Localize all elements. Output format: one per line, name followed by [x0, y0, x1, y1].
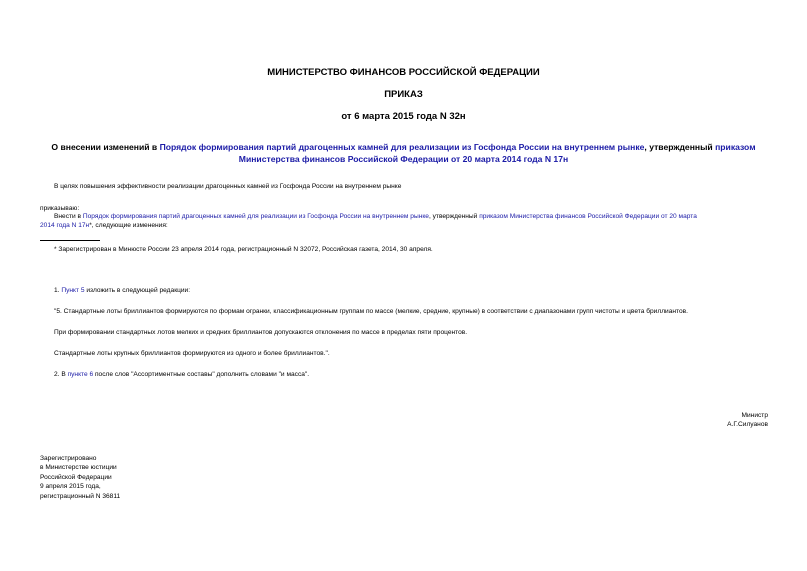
- amend-text-1: Внести в: [54, 213, 83, 220]
- registration-line: Зарегистрировано: [40, 455, 97, 462]
- registration-line: 9 апреля 2015 года,: [40, 483, 101, 491]
- item-1-link-point5[interactable]: Пункт 5: [61, 287, 85, 294]
- registration-block: [40, 454, 120, 501]
- item-2-link-point6[interactable]: пункте 6: [67, 371, 94, 378]
- item-2: [54, 371, 309, 380]
- item-1-text: изложить в следующей редакции:: [84, 287, 191, 294]
- footnote-divider: [40, 240, 100, 241]
- amend-link-order[interactable]: приказом Министерства финансов Российской Федерации от 20 марта: [479, 213, 697, 220]
- subject-text-2: , утвержденный: [644, 142, 716, 152]
- signature-title: Министр: [741, 412, 768, 419]
- doc-date-number: от 6 марта 2015 года N 32н: [341, 111, 466, 122]
- amend-text-2: , утвержденный: [428, 213, 480, 220]
- signature-block: [727, 412, 768, 429]
- subject-link-order[interactable]: приказом: [715, 142, 756, 152]
- ministry-title: МИНИСТЕРСТВО ФИНАНСОВ РОССИЙСКОЙ ФЕДЕРАЦИИ: [267, 67, 540, 78]
- amendment-paragraph: [40, 213, 775, 230]
- registration-line: Российской Федерации: [40, 473, 112, 481]
- doc-type: ПРИКАЗ: [384, 89, 423, 100]
- orders-line: приказываю:: [40, 205, 80, 212]
- amend-text-3: *, следующие изменения:: [89, 221, 168, 229]
- quote-paragraph-2: При формировании стандартных лотов мелких и средних бриллиантов допускаются отклонения по массе в пределах пяти процентов.: [54, 329, 468, 336]
- item-1-number: 1.: [54, 287, 62, 294]
- quote-paragraph-3: Стандартные лоты крупных бриллиантов формируются из одного и более бриллиантов.".: [54, 350, 330, 357]
- registration-line: в Министерстве юстиции: [40, 464, 117, 472]
- item-2-number: 2. В: [54, 371, 68, 378]
- intro-paragraph: В целях повышения эффективности реализации драгоценных камней из Госфонда России на внутреннем рынке: [54, 183, 402, 190]
- registration-line: регистрационный N 36811: [40, 492, 121, 500]
- subject-link-procedure[interactable]: Порядок формирования партий драгоценных камней для реализации из Госфонда России на внутреннем рынке: [159, 142, 645, 152]
- subject-text-1: О внесении изменений в: [51, 142, 160, 152]
- subject-link-order-details[interactable]: Министерства финансов Российской Федерации от 20 марта 2014 года N 17н: [238, 153, 569, 164]
- signature-name: А.Г.Силуанов: [727, 420, 768, 428]
- footnote: * Зарегистрирован в Минюсте России 23 апреля 2014 года, регистрационный N 32072, Российская газета, 2014, 30 апреля.: [54, 246, 433, 253]
- amend-link-procedure[interactable]: Порядок формирования партий драгоценных камней для реализации из Госфонда России на внутреннем рынке: [82, 213, 429, 220]
- document-subject: [20, 142, 787, 165]
- item-1: [54, 287, 190, 296]
- item-2-text: после слов "Ассортиментные составы" дополнить словами "и масса".: [93, 371, 310, 378]
- amend-link-order-year[interactable]: 2014 года N 17н: [40, 221, 90, 229]
- quote-paragraph-1: "5. Стандартные лоты бриллиантов формируются по формам огранки, классификационным группам по массе (мелкие, средние, крупные) в соответствии с диапазонами групп чистоты и цвета бриллиантов.: [54, 308, 688, 315]
